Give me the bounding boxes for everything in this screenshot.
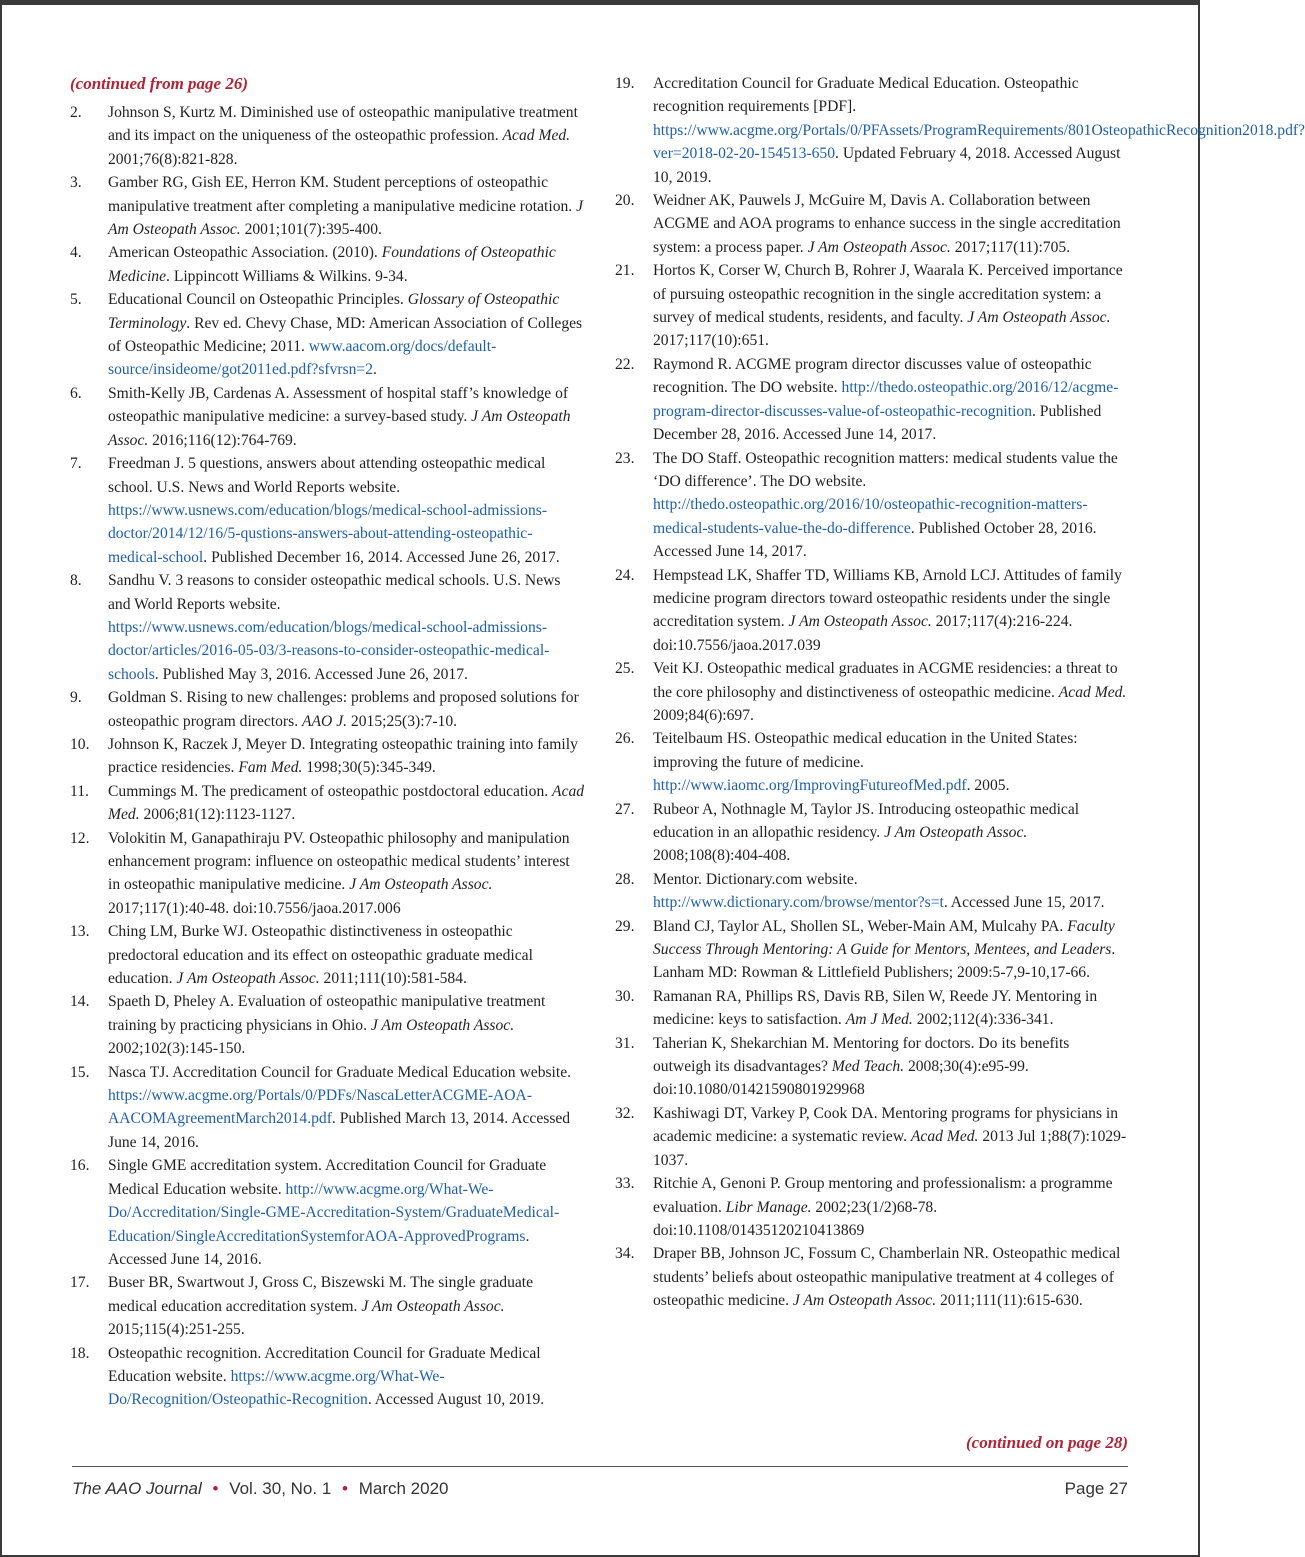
reference-number: 4. [70,244,82,262]
reference-source-title: J Am Osteopath Assoc. [176,970,320,988]
reference-item [615,353,1130,447]
reference-item [615,727,1130,797]
reference-text: . Published March 13, 2014. Accessed June 14, 2016. [108,1110,571,1151]
footer-divider [72,1466,1128,1467]
reference-text: Cummings M. The predicament of osteopathic postdoctoral education. [108,782,553,800]
reference-item [615,1172,1130,1242]
reference-number: 14. [70,993,90,1011]
reference-text: Taherian K, Shekarchian M. Mentoring for doctors. Do its benefits outweigh its disadvantages? [653,1034,1070,1076]
reference-text: American Osteopathic Association. (2010). [108,244,382,262]
reference-text: . Updated February 4, 2018. Accessed August 10, 2019. [653,145,1121,186]
reference-url-link[interactable]: http://thedo.osteopathic.org/2016/10/osteopathic-recognition-matters-medical-students-value-the-do-difference [653,496,1088,537]
reference-text: Goldman S. Rising to new challenges: problems and proposed solutions for osteopathic program directors. [108,689,579,730]
reference-text: Educational Council on Osteopathic Principles. [108,291,408,309]
reference-url-link[interactable]: https://www.acgme.org/Portals/0/PFAssets/ProgramRequirements/801OsteopathicRecognition2018.pdf?ver=2018-02-20-154513-650 [653,121,1305,163]
reference-text: Sandhu V. 3 reasons to consider osteopathic medical schools. U.S. News and World Reports website. [108,572,561,613]
reference-item [615,564,1130,658]
reference-text: Ritchie A, Genoni P. Group mentoring and professionalism: a programme evaluation. [653,1175,1113,1216]
reference-url-link[interactable]: https://www.usnews.com/education/blogs/medical-school-admissions-doctor/2014/12/16/5-qustions-answers-about-attending-osteopathic-medical-school [108,501,548,566]
page-number: Page 27 [1064,1479,1128,1498]
reference-item [615,915,1130,985]
reference-text: Rubeor A, Nothnagle M, Taylor JS. Introducing osteopathic medical education in an allopathic residency. [653,800,1080,841]
reference-text: 2017;117(10):651. [653,332,769,350]
reference-item [615,447,1130,564]
reference-text: Hortos K, Corser W, Church B, Rohrer J, Waarala K. Perceived importance of pursuing osteopathic recognition in the single accreditation system: a survey of medical students, residents, and faculty. [653,262,1123,327]
reference-text: Volokitin M, Ganapathiraju PV. Osteopathic philosophy and manipulation enhancement program: influence on osteopathic medical students’ interest in osteopathic manipulative medicine. [108,829,570,894]
reference-number: 21. [615,262,635,280]
reference-text: 2015;25(3):7-10. [347,712,458,730]
reference-item [70,920,585,990]
reference-text: Teitelbaum HS. Osteopathic medical education in the United States: improving the future of medicine. [653,730,1078,771]
reference-number: 31. [615,1034,635,1052]
reference-text: . Accessed June 14, 2016. [108,1227,530,1268]
reference-source-title: Foundations of Osteopathic Medicine [108,244,556,285]
reference-source-title: Glossary of Osteopathic Terminology [108,291,560,332]
reference-source-title: J Am Osteopath Assoc. [349,876,493,894]
reference-number: 23. [615,449,635,467]
reference-number: 20. [615,192,635,210]
reference-text: . Accessed June 15, 2017. [943,894,1105,912]
reference-url-link[interactable]: https://www.usnews.com/education/blogs/medical-school-admissions-doctor/articles/2016-05-03/3-reasons-to-consider-osteopathic-medical-schools [108,618,550,683]
reference-url-link[interactable]: http://www.acgme.org/What-We-Do/Accreditation/Single-GME-Accreditation-System/GraduateMedical-Education/SingleAccreditationSystemforAOA-ApprovedPrograms [108,1180,560,1245]
reference-item [70,241,585,288]
reference-item [615,1032,1130,1102]
reference-number: 8. [70,572,82,590]
reference-text: 2011;111(10):581-584. [319,970,467,988]
reference-text: The DO Staff. Osteopathic recognition matters: medical students value the ‘DO difference’. The DO website. [653,449,1118,490]
reference-item [70,1342,585,1412]
reference-url-link[interactable]: https://www.acgme.org/Portals/0/PDFs/NascaLetterACGME-AOA-AACOMAgreementMarch2014.pdf [108,1087,533,1128]
volume-issue: Vol. 30, No. 1 [229,1479,332,1498]
reference-source-title: Libr Manage. [725,1198,812,1216]
reference-text: 2002;112(4):336-341. [912,1011,1054,1029]
reference-source-title: J Am Osteopath Assoc. [370,1016,515,1034]
reference-list-left [70,101,585,1412]
reference-text: . Rev ed. Chevy Chase, MD: American Association of Colleges of Osteopathic Medicine; 2011. [108,314,583,356]
reference-item [615,868,1130,915]
reference-text: 2017;117(1):40-48. doi:10.7556/jaoa.2017.006 [108,899,401,917]
reference-item [70,780,585,827]
reference-text: Buser BR, Swartwout J, Gross C, Biszewski M. The single graduate medical education accreditation system. [108,1274,534,1315]
reference-text: Osteopathic recognition. Accreditation Council for Graduate Medical Education website. [108,1344,541,1385]
reference-text: 2009;84(6):697. [653,706,754,724]
reference-item [615,1242,1130,1312]
reference-number: 9. [70,689,82,707]
reference-item [70,171,585,241]
reference-text: 2015;115(4):251-255. [108,1321,245,1339]
reference-text: Gamber RG, Gish EE, Herron KM. Student perceptions of osteopathic manipulative treatment after completing a manipulative medicine rotation. [108,174,577,215]
reference-text: Johnson K, Raczek J, Meyer D. Integrating osteopathic training into family practice residencies. [108,735,578,777]
reference-item [615,985,1130,1032]
reference-item [70,990,585,1060]
reference-source-title: Faculty Success Through Mentoring: A Guide for Mentors, Mentees, and Leaders [653,917,1115,959]
reference-text: 2016;116(12):764-769. [148,431,297,449]
reference-text: . Accessed August 10, 2019. [367,1391,545,1409]
left-column [70,72,585,1412]
reference-text: 2002;23(1/2)68-78. doi:10.1108/01435120210413869 [653,1198,938,1239]
reference-url-link[interactable]: http://www.dictionary.com/browse/mentor?s=t [653,894,944,912]
reference-source-title: J Am Osteopath Assoc. [884,824,1028,841]
reference-text: 2006;81(12):1123-1127. [139,806,296,824]
reference-item [70,686,585,733]
reference-text: Single GME accreditation system. Accreditation Council for Graduate Medical Education website. [108,1157,547,1198]
reference-text: Accreditation Council for Graduate Medical Education. Osteopathic recognition requirements [PDF]. [653,75,1079,116]
continued-on-label: (continued on page 28) [966,1433,1128,1452]
footer-citation [72,1477,448,1501]
reference-item [70,1154,585,1271]
reference-source-title: J Am Osteopath Assoc. [807,238,951,256]
reference-text: Draper BB, Johnson JC, Fossum C, Chamberlain NR. Osteopathic medical students’ beliefs about osteopathic manipulative treatment at 4 colleges of osteopathic medicine. [653,1245,1121,1310]
reference-number: 17. [70,1274,90,1292]
reference-text: . 2005. [966,777,1010,795]
reference-text: Freedman J. 5 questions, answers about attending osteopathic medical school. U.S. News and World Reports website. [108,455,546,496]
reference-text: 1998;30(5):345-349. [302,759,436,777]
reference-source-title: Acad Med. [1058,683,1127,701]
reference-text: . Lippincott Williams & Wilkins. 9-34. [166,267,408,285]
reference-number: 6. [70,384,82,402]
reference-item [70,827,585,921]
reference-source-title: Med Teach. [831,1058,905,1076]
reference-number: 26. [615,730,635,748]
bullet-separator: • [212,1479,219,1498]
reference-url-link[interactable]: www.aacom.org/docs/default-source/insideome/got2011ed.pdf?sfvrsn=2 [108,338,497,379]
reference-item [615,72,1305,189]
reference-number: 10. [70,735,90,753]
reference-source-title: Fam Med. [238,759,303,777]
reference-source-title: Acad Med. [108,782,585,824]
reference-number: 33. [615,1175,635,1193]
reference-source-title: Am J Med. [845,1011,913,1029]
reference-source-title: Acad Med. [910,1128,979,1146]
reference-number: 32. [615,1104,635,1122]
reference-text: Raymond R. ACGME program director discusses value of osteopathic recognition. The DO website. [653,355,1092,397]
reference-text: . Published October 28, 2016. Accessed June 14, 2017. [653,519,1097,561]
right-column [615,72,1305,1313]
reference-number: 28. [615,870,635,888]
reference-url-link[interactable]: http://www.iaomc.org/ImprovingFutureofMed.pdf [653,777,967,795]
reference-text: Ramanan RA, Phillips RS, Davis RB, Silen W, Reede JY. Mentoring in medicine: keys to satisfaction. [653,987,1098,1029]
reference-text: . Published December 28, 2016. Accessed June 14, 2017. [653,402,1102,444]
reference-text: 2013 Jul 1;88(7):1029-1037. [653,1128,1127,1169]
reference-item [70,452,585,569]
reference-text: 2017;117(4):216-224. doi:10.7556/jaoa.2017.039 [653,613,1073,654]
reference-number: 16. [70,1157,90,1175]
reference-text: Mentor. Dictionary.com website. [653,870,858,888]
reference-text: Ching LM, Burke WJ. Osteopathic distinctiveness in osteopathic predoctoral education and its effect on osteopathic graduate medical education. [108,923,533,988]
reference-text: Bland CJ, Taylor AL, Shollen SL, Weber-Main AM, Mulcahy PA. [653,917,1068,935]
reference-item [70,1061,585,1155]
reference-number: 7. [70,455,82,473]
reference-source-title: J Am Osteopath Assoc. [792,1292,937,1310]
reference-text: 2002;102(3):145-150. [108,1040,246,1058]
reference-number: 11. [70,782,89,800]
reference-source-title: Acad Med. [502,127,571,145]
reference-item [615,657,1130,727]
reference-number: 15. [70,1063,90,1081]
reference-item [615,1102,1130,1172]
reference-number: 19. [615,75,635,92]
bullet-separator: • [342,1479,348,1498]
reference-number: 27. [615,800,635,818]
reference-item [70,733,585,780]
reference-text: 2008;108(8):404-408. [653,847,791,865]
reference-number: 25. [615,660,635,678]
reference-text: Johnson S, Kurtz M. Diminished use of osteopathic manipulative treatment and its impact on the uniqueness of the osteopathic profession. [108,104,578,145]
reference-text: Weidner AK, Pauwels J, McGuire M, Davis A. Collaboration between ACGME and AOA programs to enhance success in the single accreditation system: a process paper. [653,192,1121,256]
reference-text: Nasca TJ. Accreditation Council for Graduate Medical Education website. [108,1063,572,1081]
reference-text: Smith-Kelly JB, Cardenas A. Assessment of hospital staff’s knowledge of osteopathic manipulative medicine: a survey-based study. [108,384,569,426]
reference-number: 34. [615,1245,635,1263]
reference-number: 2. [70,104,82,121]
reference-text: Hempstead LK, Shaffer TD, Williams KB, Arnold LCJ. Attitudes of family medicine program directors toward osteopathic residents under the single accreditation system. [653,566,1122,631]
issue-date: March 2020 [358,1479,449,1498]
reference-source-title: J Am Osteopath Assoc. [967,309,1111,327]
reference-text: 2008;30(4):e95-99. doi:10.1080/01421590801929968 [653,1058,1029,1099]
reference-number: 12. [70,829,90,847]
reference-text: Kashiwagi DT, Varkey P, Cook DA. Mentoring programs for physicians in academic medicine: a systematic review. [653,1104,1119,1146]
reference-text: . Lanham MD: Rowman & Littlefield Publishers; 2009:5-7,9-10,17-66. [653,941,1116,982]
reference-source-title: J Am Osteopath Assoc. [108,408,571,449]
reference-text: 2011;111(11):615-630. [936,1292,1083,1310]
reference-number: 18. [70,1344,90,1362]
reference-number: 30. [615,987,635,1005]
reference-url-link[interactable]: https://www.acgme.org/What-We-Do/Recognition/Osteopathic-Recognition [108,1367,445,1409]
reference-text: Veit KJ. Osteopathic medical graduates in ACGME residencies: a threat to the core philosophy and distinctiveness of osteopathic medicine. [653,660,1118,701]
reference-number: 5. [70,291,82,309]
reference-number: 24. [615,566,635,584]
reference-item [615,189,1130,259]
reference-item [615,259,1130,353]
reference-source-title: J Am Osteopath Assoc. [108,197,584,239]
reference-number: 13. [70,923,90,941]
reference-text: 2001;101(7):395-400. [240,221,382,239]
reference-item [70,1271,585,1341]
reference-source-title: AAO J. [302,712,348,730]
reference-list-right [615,72,1305,1313]
reference-text: Spaeth D, Pheley A. Evaluation of osteopathic manipulative treatment training by practicing physicians in Ohio. [108,993,546,1034]
reference-item [70,101,585,171]
reference-number: 29. [615,917,635,935]
reference-item [70,569,585,686]
reference-item [70,382,585,452]
reference-source-title: J Am Osteopath Assoc. [788,613,932,631]
reference-number: 22. [615,355,635,373]
reference-text: 2017;117(11):705. [950,238,1071,256]
reference-text: . Published May 3, 2016. Accessed June 26, 2017. [154,665,468,683]
journal-title: The AAO Journal [72,1479,202,1498]
reference-text: . [373,361,377,379]
reference-source-title: J Am Osteopath Assoc. [361,1297,505,1315]
reference-item [70,288,585,382]
reference-text: 2001;76(8):821-828. [108,150,238,168]
continued-from-label: (continued from page 26) [70,74,249,93]
reference-item [615,798,1130,868]
reference-url-link[interactable]: http://thedo.osteopathic.org/2016/12/acgme-program-director-discusses-value-of-osteopathic-recognition [653,379,1119,420]
reference-text: . Published December 16, 2014. Accessed June 26, 2017. [203,548,560,566]
reference-number: 3. [70,174,82,192]
